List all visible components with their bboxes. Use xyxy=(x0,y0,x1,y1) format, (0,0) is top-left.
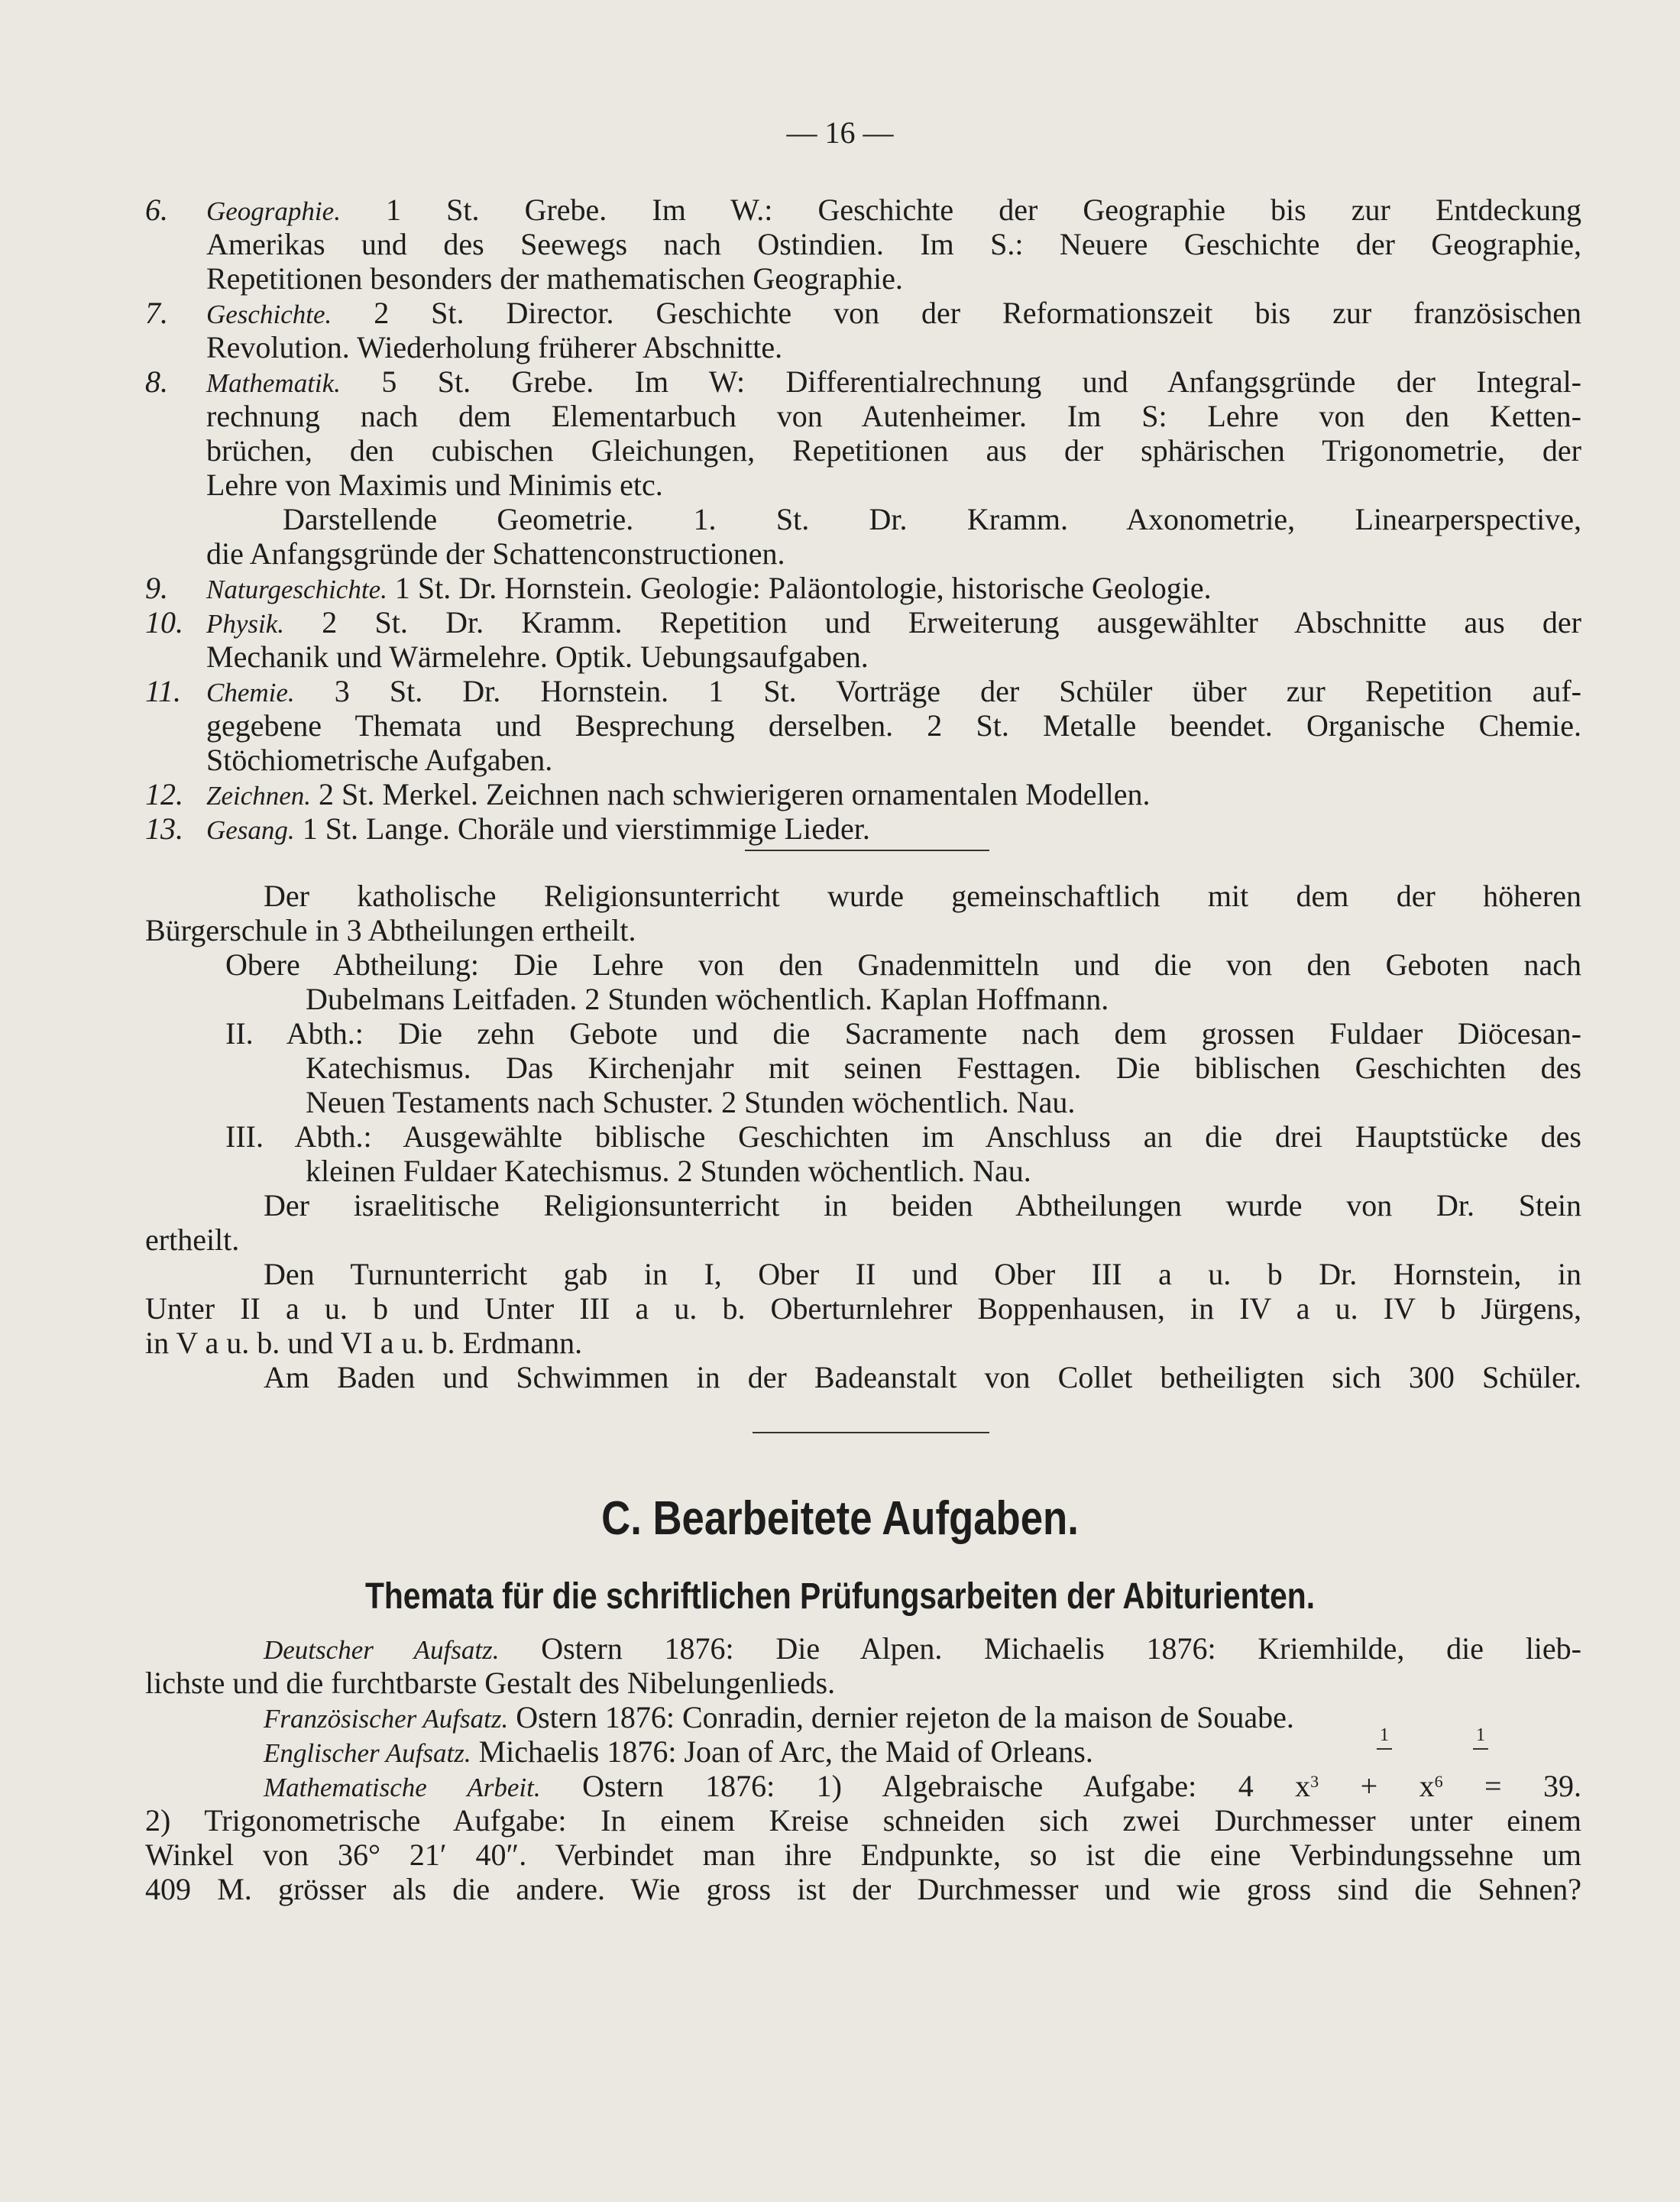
text-line: III. Abth.: Ausgewählte biblische Geschichten im Anschluss an die drei Hauptstücke des xyxy=(225,1119,1581,1154)
subject-item: 7. Geschichte. 2 St. Director. Geschichte von der Reformationszeit bis zur französischen xyxy=(145,296,1581,330)
exam-english: Englischer Aufsatz. Michaelis 1876: Joan of Arc, the Maid of Orleans. xyxy=(264,1734,1093,1769)
subject-item: 12. Zeichnen. 2 St. Merkel. Zeichnen nach schwierigeren ornamentalen Modellen. xyxy=(145,777,1151,811)
text-line: Obere Abtheilung: Die Lehre von den Gnadenmitteln und die von den Geboten nach xyxy=(225,947,1581,982)
subject-line: die Anfangsgründe der Schattenconstructionen. xyxy=(206,536,785,571)
exam-math: Mathematische Arbeit. Ostern 1876: 1) Algebraische Aufgabe: 4 $x^3 + x^6 = 39$. xyxy=(264,1769,1581,1803)
subject-line: Lehre von Maximis und Minimis etc. xyxy=(206,468,663,502)
text-line: II. Abth.: Die zehn Gebote und die Sacramente nach dem grossen Fuldaer Diöcesan- xyxy=(225,1016,1581,1051)
text-line: ertheilt. xyxy=(145,1222,240,1257)
text-line: 2) Trigonometrische Aufgabe: In einem Kreise schneiden sich zwei Durchmesser unter einem xyxy=(145,1803,1581,1838)
fraction-bar xyxy=(1473,1748,1488,1750)
section-title: C. Bearbeitete Aufgaben. xyxy=(601,1492,1079,1545)
fraction-bar xyxy=(1377,1748,1392,1750)
subjects-list xyxy=(145,193,1581,846)
text-line: Neuen Testaments nach Schuster. 2 Stunden wöchentlich. Nau. xyxy=(306,1085,1076,1119)
subsection-title: Themata für die schriftlichen Prüfungsarbeiten der Abiturienten. xyxy=(364,1576,1316,1617)
subject-item: 8. Mathematik. 5 St. Grebe. Im W: Differentialrechnung und Anfangsgründe der Integral- xyxy=(145,364,1581,399)
subject-line: Stöchiometrische Aufgaben. xyxy=(206,743,553,777)
text-line: in V a u. b. und VI a u. b. Erdmann. xyxy=(145,1326,583,1360)
exam-french: Französischer Aufsatz. Ostern 1876: Conradin, dernier rejeton de la maison de Souabe. xyxy=(264,1700,1294,1734)
subject-line: Amerikas und des Seewegs nach Ostindien. Im S.: Neuere Geschichte der Geographie, xyxy=(206,227,1581,261)
subject-line: gegebene Themata und Besprechung derselben. 2 St. Metalle beendet. Organische Chemie. xyxy=(206,708,1581,743)
subject-line: Revolution. Wiederholung früherer Abschnitte. xyxy=(206,330,783,364)
page-number: — 16 — xyxy=(786,115,894,150)
subject-item: 13. Gesang. 1 St. Lange. Choräle und vierstimmige Lieder. xyxy=(145,811,870,846)
math-section xyxy=(145,1769,1581,1906)
text-line: Am Baden und Schwimmen in der Badeanstalt von Collet betheiligten sich 300 Schüler. xyxy=(264,1360,1581,1394)
text-line: Dubelmans Leitfaden. 2 Stunden wöchentlich. Kaplan Hoffmann. xyxy=(306,982,1109,1016)
subject-item: 11. Chemie. 3 St. Dr. Hornstein. 1 St. Vorträge der Schüler über zur Repetition auf- xyxy=(145,674,1581,708)
subject-item: 10. Physik. 2 St. Dr. Kramm. Repetition und Erweiterung ausgewählter Abschnitte aus der xyxy=(145,605,1581,640)
exams-section xyxy=(145,1631,1581,1769)
text-line: 409 M. grösser als die andere. Wie gross ist der Durchmesser und wie gross sind die Sehnen? xyxy=(145,1872,1581,1906)
exam-german: Deutscher Aufsatz. Ostern 1876: Die Alpen. Michaelis 1876: Kriemhilde, die lieb- xyxy=(264,1631,1581,1666)
text-line: Winkel von 36° 21′ 40″. Verbindet man ihre Endpunkte, so ist die eine Verbindungssehne um xyxy=(145,1838,1581,1872)
text-line: Unter II a u. b und Unter III a u. b. Oberturnlehrer Boppenhausen, in IV a u. IV b Jürgens, xyxy=(145,1291,1581,1326)
divider xyxy=(745,850,989,851)
fraction-numerator: 1 xyxy=(1476,1725,1485,1745)
text-line: Bürgerschule in 3 Abtheilungen ertheilt. xyxy=(145,913,636,947)
subject-line: Mechanik und Wärmelehre. Optik. Uebungsaufgaben. xyxy=(206,640,869,674)
subject-line: Darstellende Geometrie. 1. St. Dr. Kramm. Axonometrie, Linearperspective, xyxy=(283,502,1581,536)
text-line: Katechismus. Das Kirchenjahr mit seinen Festtagen. Die biblischen Geschichten des xyxy=(306,1051,1581,1085)
text-line: kleinen Fuldaer Katechismus. 2 Stunden wöchentlich. Nau. xyxy=(306,1154,1031,1188)
subject-line: Repetitionen besonders der mathematischen Geographie. xyxy=(206,261,903,296)
fraction-numerator: 1 xyxy=(1380,1725,1389,1745)
subject-line: rechnung nach dem Elementarbuch von Autenheimer. Im S: Lehre von den Ketten- xyxy=(206,399,1581,433)
subject-line: brüchen, den cubischen Gleichungen, Repetitionen aus der sphärischen Trigonometrie, der xyxy=(206,433,1581,468)
subject-item: 9. Naturgeschichte. 1 St. Dr. Hornstein. Geologie: Paläontologie, historische Geologie. xyxy=(145,571,1212,605)
text-line: Der katholische Religionsunterricht wurde gemeinschaftlich mit dem der höheren xyxy=(264,879,1581,913)
religion-section xyxy=(145,879,1581,1394)
text-line: Den Turnunterricht gab in I, Ober II und Ober III a u. b Dr. Hornstein, in xyxy=(264,1257,1581,1291)
text-line: Der israelitische Religionsunterricht in beiden Abtheilungen wurde von Dr. Stein xyxy=(264,1188,1581,1222)
text-line: lichste und die furchtbarste Gestalt des Nibelungenlieds. xyxy=(145,1666,836,1700)
divider xyxy=(753,1432,989,1433)
subject-item: 6. Geographie. 1 St. Grebe. Im W.: Geschichte der Geographie bis zur Entdeckung xyxy=(145,193,1581,227)
